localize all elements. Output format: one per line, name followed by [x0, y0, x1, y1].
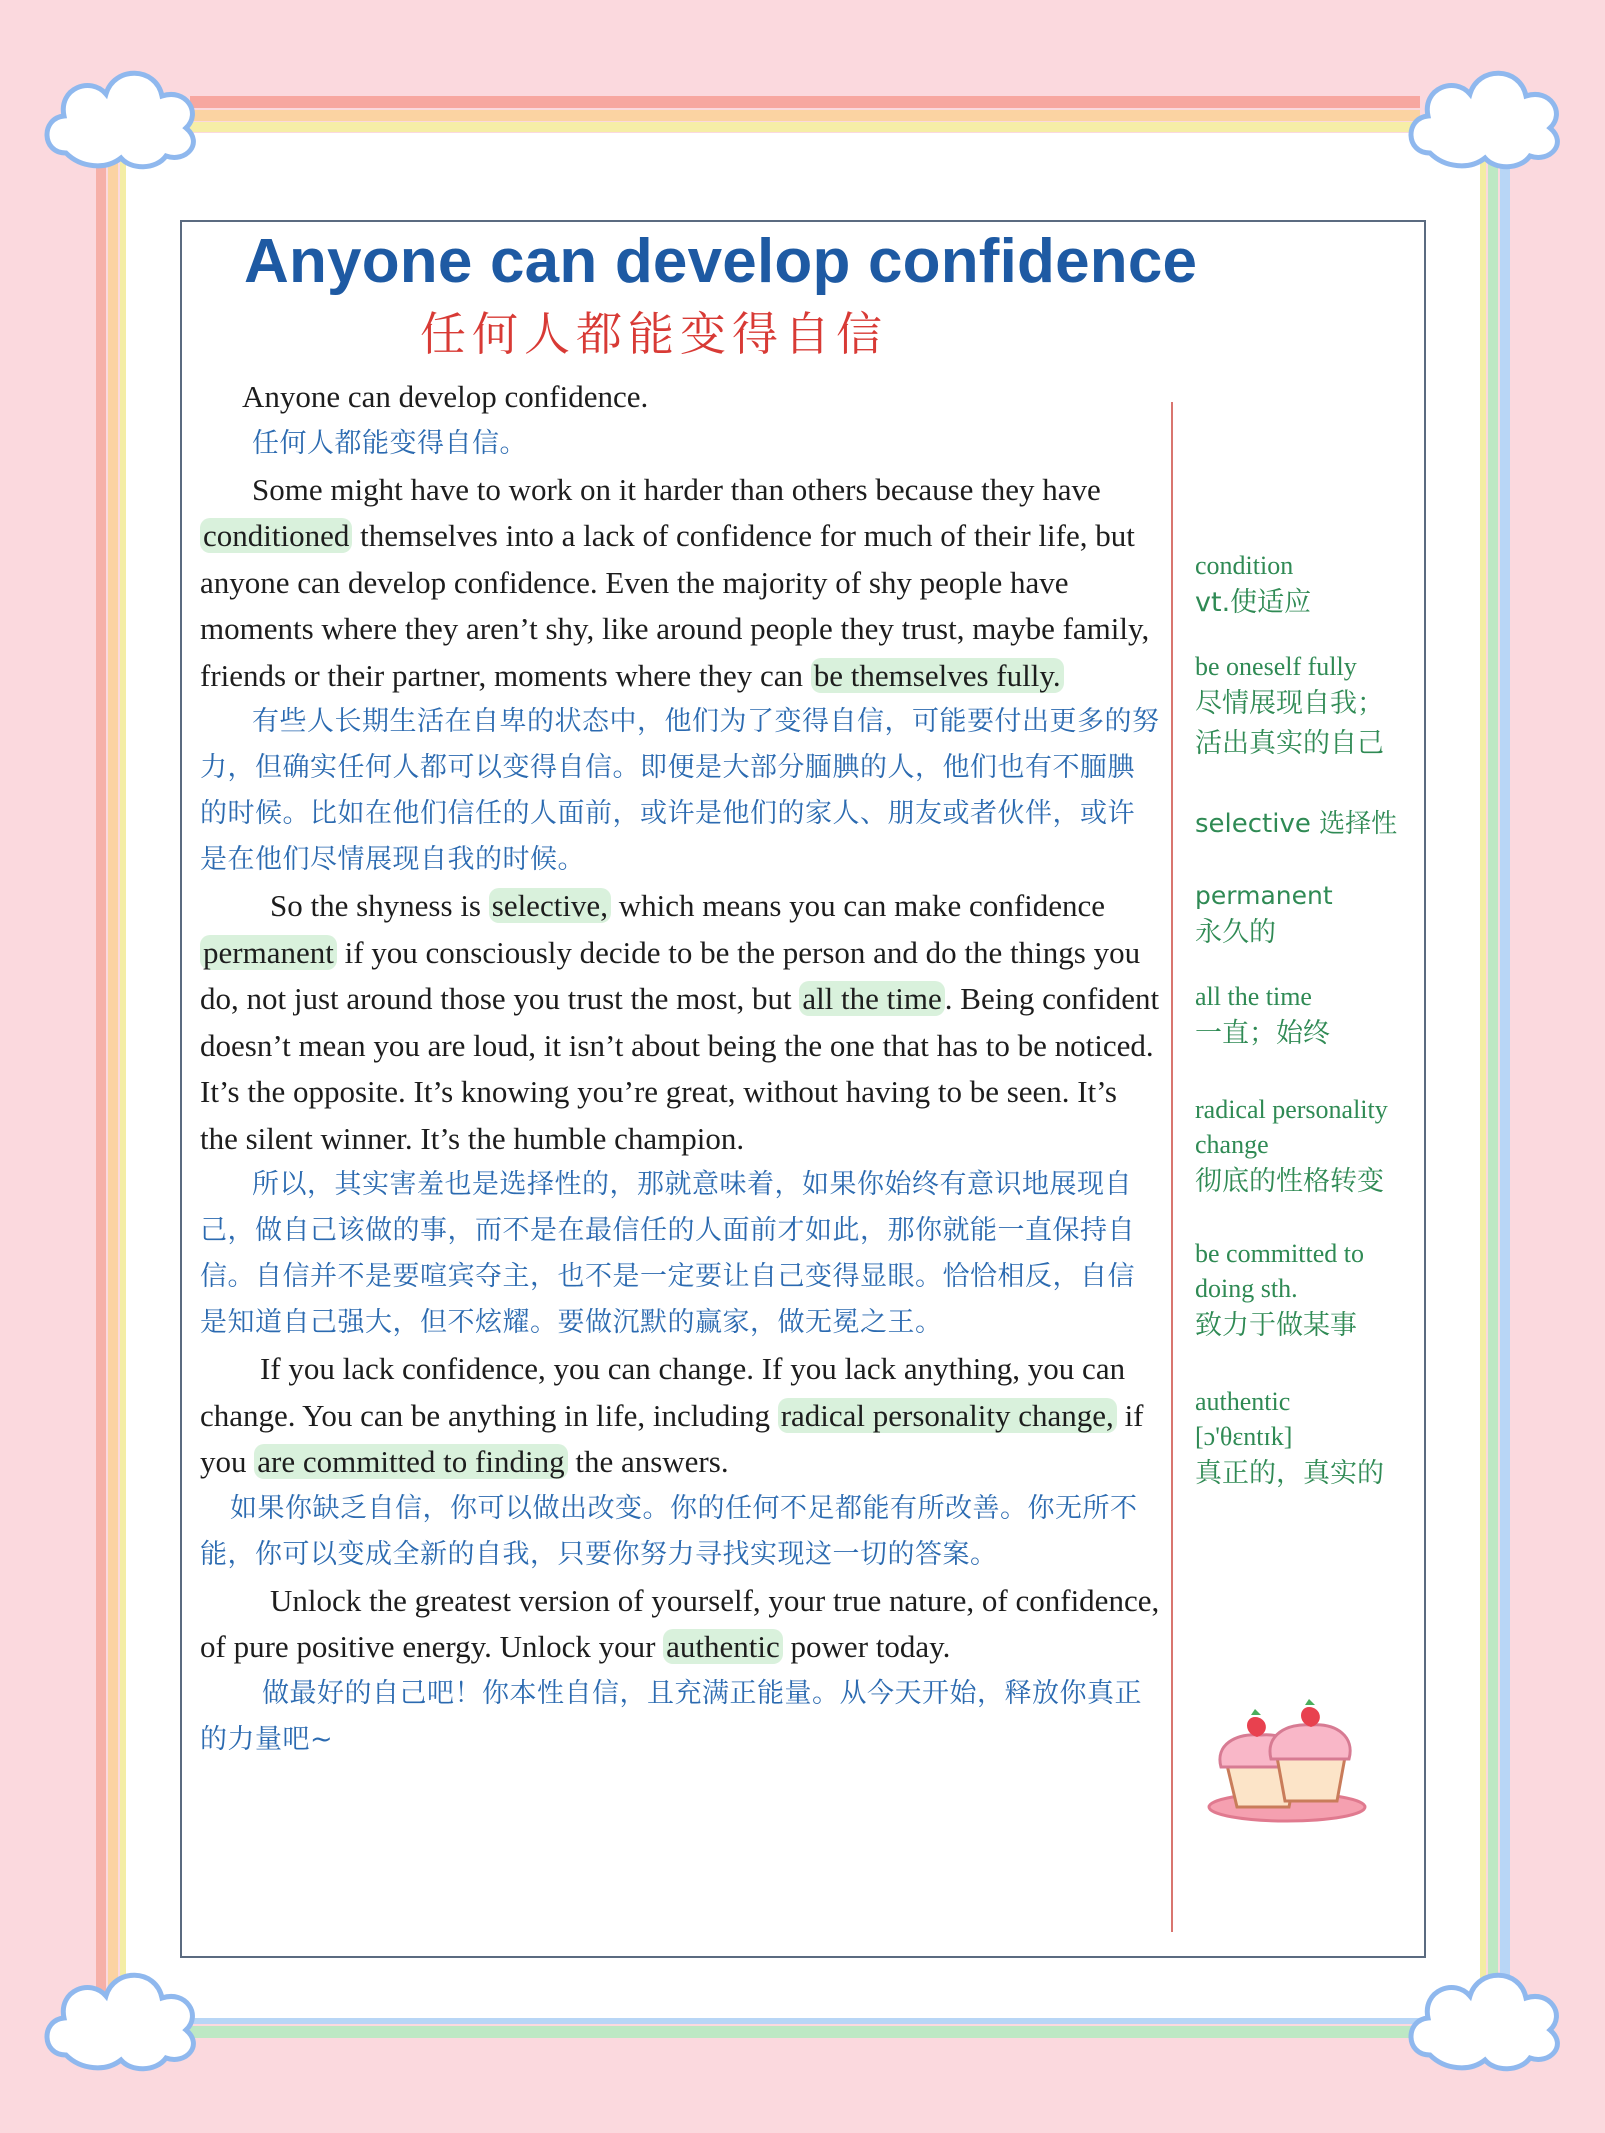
glossary-term: be oneself fully [1195, 652, 1357, 681]
border-stripe [96, 150, 106, 2010]
paragraph-en: If you lack confidence, you can change. If you lack anything, you can change. You can be anything in life, including radical personality change, if you are committed to finding the answers. [200, 1351, 1144, 1479]
glossary-term: permanent [1195, 881, 1333, 910]
glossary-entry [1195, 649, 1425, 764]
paragraph-en: So the shyness is selective, which means you can make confidence permanent if you consciously decide to be the person and do the things you do, not just around those you trust the most, but all the time. Being confident doesn’t mean you are loud, it isn’t about being the one that has to be noticed. It’s the opposite. It’s knowing you’re great, without having to be seen. It’s the silent winner. It’s the humble champion. [200, 888, 1160, 1156]
glossary-term: all the time [1195, 982, 1312, 1011]
highlighted-term: selective, [489, 888, 611, 923]
cupcakes-icon [1205, 1695, 1375, 1825]
glossary-term: authentic [ɔ'θɛntɪk] [1195, 1387, 1293, 1451]
border-stripe [190, 96, 1420, 108]
glossary-entry [1195, 1236, 1425, 1346]
article-body [200, 374, 1160, 1763]
glossary-term: condition [1195, 551, 1294, 580]
glossary-meaning: 真正的，真实的 [1195, 1458, 1384, 1489]
glossary-meaning: 永久的 [1195, 917, 1276, 948]
glossary-entry [1195, 878, 1425, 953]
cloud-icon [36, 1960, 206, 2080]
glossary-meaning: 一直；始终 [1195, 1018, 1330, 1049]
paragraph-zh: 如果你缺乏自信，你可以做出改变。你的任何不足都能有所改善。你无所不能，你可以变成全新的自我，只要你努力寻找实现这一切的答案。 [200, 1492, 1138, 1570]
glossary-sidebar [1195, 548, 1425, 1520]
border-stripe [1500, 150, 1510, 2010]
paragraph-zh: 任何人都能变得自信。 [252, 427, 527, 459]
glossary-term: radical personality change [1195, 1095, 1388, 1159]
glossary-meaning: 致力于做某事 [1195, 1310, 1357, 1341]
paragraph-en: Some might have to work on it harder than others because they have conditioned themselves into a lack of confidence for much of their life, but anyone can develop confidence. Even the majority of shy people have moments where they aren’t shy, like around people they trust, maybe family, friends or their partner, moments where they can be themselves fully. [200, 471, 1150, 693]
cloud-icon [1400, 58, 1570, 178]
glossary-meaning: 彻底的性格转变 [1195, 1166, 1384, 1197]
glossary-meaning: vt.使适应 [1195, 587, 1312, 618]
glossary-entry [1195, 979, 1425, 1054]
glossary-meaning: selective 选择性 [1195, 809, 1398, 839]
paragraph-zh: 做最好的自己吧！你本性自信，且充满正能量。从今天开始，释放你真正的力量吧~ [200, 1677, 1142, 1755]
highlighted-term: all the time [799, 981, 944, 1016]
glossary-entry [1195, 1384, 1425, 1494]
highlighted-term: authentic [663, 1629, 783, 1664]
glossary-entry [1195, 548, 1425, 623]
paragraph-zh: 所以，其实害羞也是选择性的，那就意味着，如果你始终有意识地展现自己，做自己该做的事，而不是在最信任的人面前才如此，那你就能一直保持自信。自信并不是要喧宾夺主，也不是一定要让自己变得显眼。恰恰相反，自信是知道自己强大，但不炫耀。要做沉默的赢家，做无冕之王。 [200, 1169, 1135, 1338]
cloud-icon [36, 58, 206, 178]
highlighted-term: permanent [200, 935, 337, 970]
border-stripe [190, 2026, 1420, 2038]
border-stripe [190, 122, 1420, 132]
highlighted-term: conditioned [200, 518, 352, 553]
border-stripe [1488, 150, 1498, 2010]
border-stripe [190, 110, 1420, 121]
glossary-entry [1195, 804, 1425, 844]
cloud-icon [1400, 1960, 1570, 2080]
column-divider [1171, 402, 1173, 1932]
glossary-term: be committed to doing sth. [1195, 1239, 1364, 1303]
paragraph-en: Anyone can develop confidence. [242, 379, 649, 414]
page-subtitle: 任何人都能变得自信 [420, 307, 888, 361]
paragraph-en: Unlock the greatest version of yourself, your true nature, of confidence, of pure positive energy. Unlock your authentic power today. [200, 1582, 1160, 1664]
glossary-meaning: 尽情展现自我； 活出真实的自己 [1195, 688, 1384, 759]
highlighted-term: be themselves fully. [811, 658, 1064, 693]
highlighted-term: are committed to finding [254, 1444, 567, 1479]
border-stripe [108, 150, 118, 2010]
glossary-entry [1195, 1092, 1425, 1202]
page-title: Anyone can develop confidence [244, 227, 1198, 296]
highlighted-term: radical personality change, [778, 1398, 1117, 1433]
paragraph-zh: 有些人长期生活在自卑的状态中，他们为了变得自信，可能要付出更多的努力，但确实任何人都可以变得自信。即便是大部分腼腆的人，他们也有不腼腆的时候。比如在他们信任的人面前，或许是他们的家人、朋友或者伙伴，或许是在他们尽情展现自我的时候。 [200, 706, 1160, 875]
